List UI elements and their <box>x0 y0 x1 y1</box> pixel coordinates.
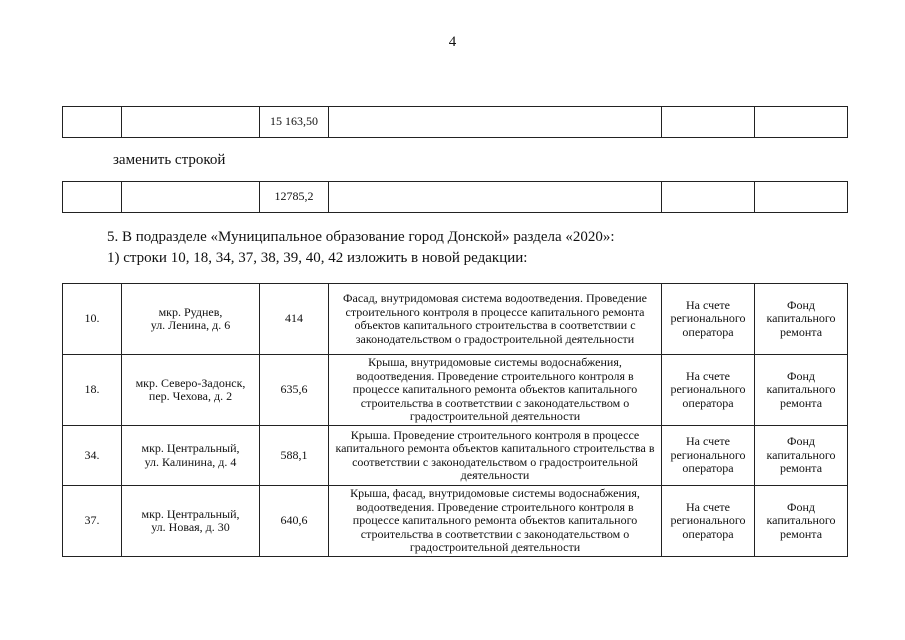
replace-text: заменить строкой <box>113 152 226 168</box>
cell-area: 588,1 <box>260 426 329 486</box>
address-line: мкр. Центральный, <box>141 506 240 521</box>
address-line: пер. Чехова, д. 2 <box>148 389 233 403</box>
cell-source: Фонд капитального ремонта <box>755 486 848 557</box>
cell-num: 18. <box>63 355 122 426</box>
table-row <box>63 284 848 355</box>
address-line: мкр. Руднев, <box>158 304 223 319</box>
cell-description: Фасад, внутридомовая система водоотведения. Проведение строительного контроля в процессе капитального ремонта объектов капитального строительства в соответствии с законодательством о градостроительной деятельности <box>329 284 662 355</box>
main-table <box>62 283 848 557</box>
address-line: мкр. Центральный, <box>141 441 240 455</box>
cell-num: 10. <box>63 284 122 355</box>
cell-source <box>755 107 848 138</box>
cell-address <box>122 486 260 557</box>
cell-num: 34. <box>63 426 122 486</box>
cell-num: 37. <box>63 486 122 557</box>
cell-account: На счете регионального оператора <box>662 284 755 355</box>
cell-account <box>662 107 755 138</box>
cell-address <box>122 107 260 138</box>
cell-source: Фонд капитального ремонта <box>755 426 848 486</box>
cell-description <box>329 107 662 138</box>
address-line: ул. Новая, д. 30 <box>151 520 230 534</box>
cell-num <box>63 182 122 213</box>
cell-area: 640,6 <box>260 486 329 557</box>
page-number: 4 <box>448 34 457 50</box>
cell-description: Крыша, фасад, внутридомовые системы водоснабжения, водоотведения. Проведение строительного контроля в процессе капитального ремонта объектов капитального строительства в соответствии с законодательством о градостроительной деятельности <box>329 486 662 557</box>
cell-source: Фонд капитального ремонта <box>755 284 848 355</box>
cell-address <box>122 284 260 355</box>
table-row <box>63 107 848 138</box>
cell-area: 414 <box>260 284 329 355</box>
old-row-table <box>62 106 848 138</box>
cell-account <box>662 182 755 213</box>
cell-account: На счете регионального оператора <box>662 355 755 426</box>
table-row <box>63 182 848 213</box>
paragraph-2: 1) строки 10, 18, 34, 37, 38, 39, 40, 42 изложить в новой редакции: <box>107 250 528 266</box>
address-line: ул. Калинина, д. 4 <box>144 454 237 469</box>
cell-account: На счете регионального оператора <box>662 486 755 557</box>
cell-description: Крыша. Проведение строительного контроля в процессе капитального ремонта объектов капитального строительства в соответствии с законодательством о градостроительной деятельности <box>329 426 662 486</box>
cell-address <box>122 182 260 213</box>
table-row <box>63 355 848 426</box>
new-row-table <box>62 181 848 213</box>
cell-description: Крыша, внутридомовые системы водоснабжения, водоотведения. Проведение строительного контроля в процессе капитального ремонта объектов капитального строительства в соответствии с законодательством о градостроительной деятельности <box>329 355 662 426</box>
cell-num <box>63 107 122 138</box>
address-line: ул. Ленина, д. 6 <box>150 318 231 332</box>
address-line: мкр. Северо-Задонск, <box>135 375 246 390</box>
table-row <box>63 486 848 557</box>
cell-address <box>122 426 260 486</box>
table-row <box>63 426 848 486</box>
cell-address <box>122 355 260 426</box>
cell-area: 12785,2 <box>260 182 329 213</box>
cell-account: На счете регионального оператора <box>662 426 755 486</box>
cell-area: 15 163,50 <box>260 107 329 138</box>
paragraph-1: 5. В подразделе «Муниципальное образование город Донской» раздела «2020»: <box>107 229 615 245</box>
cell-source: Фонд капитального ремонта <box>755 355 848 426</box>
cell-area: 635,6 <box>260 355 329 426</box>
cell-description <box>329 182 662 213</box>
cell-source <box>755 182 848 213</box>
